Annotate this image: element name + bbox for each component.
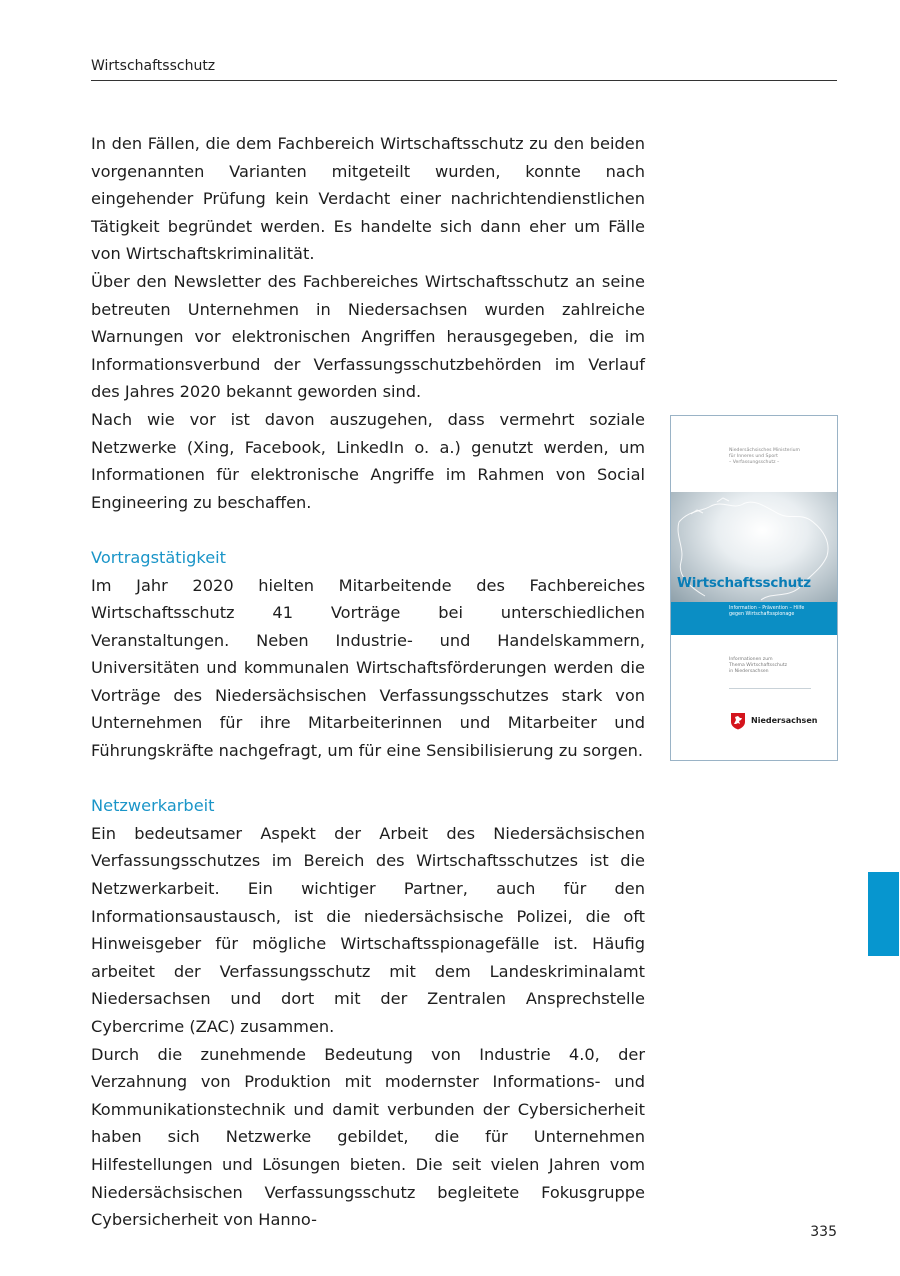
cover-info-line: in Niedersachsen [729, 669, 769, 675]
cover-logo [729, 712, 833, 730]
paragraph: Über den Newsletter des Fachbereiches Wirtschaftsschutz an seine betreuten Unternehmen in Niedersachsen wurden zahlreiche Warnungen vor elektronischen Angriffen herausgegeben, die im Informationsverbund der Verfassungsschutzbehörden im Verlauf des Jahres 2020 bekannt geworden sind. [91, 271, 645, 402]
cover-tagline-line: Information – Prävention – Hilfe [729, 606, 805, 611]
cover-info [729, 657, 833, 676]
paragraph: Im Jahr 2020 hielten Mitarbeitende des Fachbereiches Wirtschaftsschutz 41 Vorträge bei unterschiedlichen Veranstaltungen. Neben Industrie- und Handelskammern, Universitäten und kommunalen Wirtschaftsförderungen werden die Vorträge des Niedersächsischen Verfassungsschutzes stark von Unternehmen für ihre Mitarbeiterinnen und Mitarbeiter und Führungskräfte nachgefragt, um für eine Sensibilisierung zu sorgen. [91, 575, 645, 761]
cover-tagline [729, 606, 833, 618]
body-column [91, 130, 645, 1234]
paragraph: In den Fällen, die dem Fachbereich Wirtschaftsschutz zu den beiden vorgenannten Varianten mitgeteilt wurden, konnte nach eingehender Prüfung kein Verdacht einer nachrichtendienstlichen Tätigkeit begründet werden. Es handelte sich dann eher um Fälle von Wirtschaftskriminalität. [91, 134, 645, 264]
cover-ministry-line: – Verfassungsschutz – [729, 460, 780, 465]
cover-band [671, 602, 837, 635]
page-number: 335 [810, 1224, 837, 1240]
header-rule [91, 80, 837, 81]
paragraph: Nach wie vor ist davon auszugehen, dass vermehrt soziale Netzwerke (Xing, Facebook, LinkedIn o. a.) genutzt werden, um Informationen für elektronische Angriffe im Rahmen von Social Engineering zu beschaffen. [91, 409, 645, 512]
thumb-tab-marker [868, 872, 899, 956]
cover-divider [729, 688, 811, 689]
niedersachsen-horse-icon [729, 712, 747, 730]
brochure-cover [670, 415, 838, 761]
paragraph: Durch die zunehmende Bedeutung von Industrie 4.0, der Verzahnung von Produktion mit modernster Informations- und Kommunikationstechnik und damit verbunden der Cybersicherheit haben sich Netzwerke gebildet, die für Unternehmen Hilfestellungen und Lösungen bieten. Die seit vielen Jahren vom Niedersächsischen Verfassungsschutz begleitete Fokusgruppe Cybersicherheit von Hanno- [91, 1044, 645, 1230]
cover-info-line: Informationen zum [729, 657, 773, 662]
cover-title: Wirtschaftsschutz [677, 575, 811, 591]
cover-info-line: Thema Wirtschaftsschutz [729, 663, 788, 669]
section-heading-netzwerk: Netzwerkarbeit [91, 796, 215, 816]
cover-ministry-line: für Inneres und Sport [729, 454, 778, 459]
running-head: Wirtschaftsschutz [91, 58, 216, 74]
cover-logo-text: Niedersachsen [751, 716, 818, 725]
paragraph: Ein bedeutsamer Aspekt der Arbeit des Niedersächsischen Verfassungsschutzes im Bereich des Wirtschaftsschutzes ist die Netzwerkarbeit. Ein wichtiger Partner, auch für den Informationsaustausch, ist die niedersächsische Polizei, die oft Hinweisgeber für mögliche Wirtschaftsspionagefälle ist. Häufig arbeitet der Verfassungsschutz mit dem Landeskriminalamt Niedersachsen und dort mit der Zentralen Ansprechstelle Cybercrime (ZAC) zusammen. [91, 823, 645, 1036]
section-heading-vortrag: Vortragstätigkeit [91, 547, 226, 567]
cover-tagline-line: gegen Wirtschaftsspionage [729, 612, 795, 618]
cover-ministry [729, 448, 829, 466]
cover-ministry-line: Niedersächsisches Ministerium [729, 448, 800, 453]
